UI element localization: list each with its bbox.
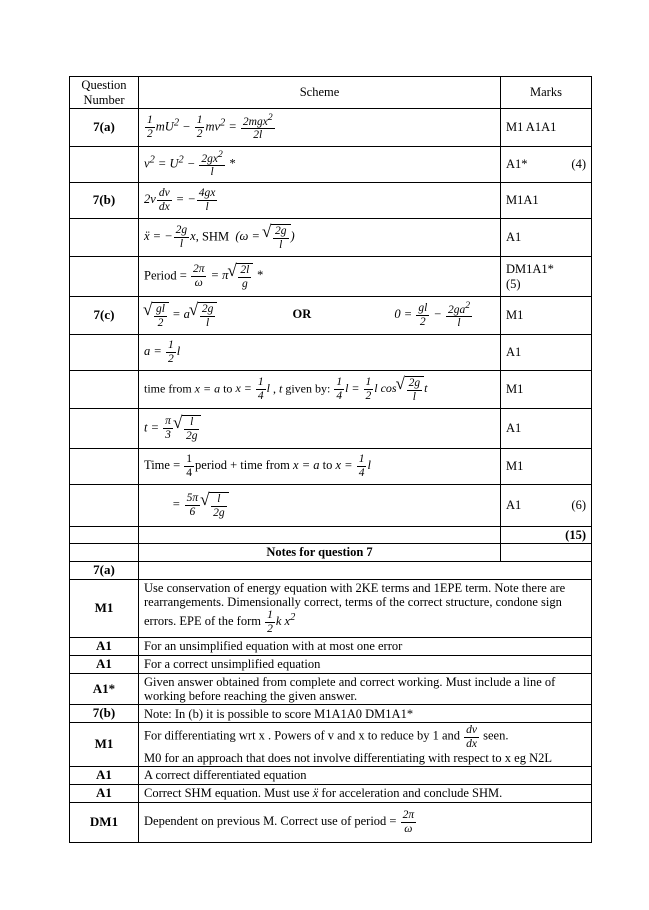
note-text: A correct differentiated equation [139,766,592,784]
shm-label: SHM [201,229,230,244]
time-from-label: time from [144,381,192,396]
note-row [70,784,592,802]
note-text-content: For differentiating wrt x . Powers of v and x to reduce by 1 and [144,728,461,743]
note-text: For a correct unsimplified equation [139,655,592,673]
question-number: 7(c) [70,297,139,335]
scheme-equation: √ $\frac{gl}{2}$ = a √ $\frac{2g}{l}$ OR 0 = $\frac{gl}{2}$ − $\frac{2ga^2}{l}$ [139,297,501,335]
note-label: A1* [70,673,139,705]
question-number [70,409,139,449]
scheme-equation: = $\frac{5\pi}{6}$ √ $\frac{l}{2g}$ [139,485,501,527]
question-number [70,485,139,527]
note-row [70,561,592,579]
period-time-label: period + time from [195,458,290,473]
note-row [70,766,592,784]
table-row [70,371,592,409]
question-number [70,257,139,297]
note-label: A1 [70,655,139,673]
marks-cell: A1 [501,335,592,371]
note-label: A1 [70,784,139,802]
table-row [70,335,592,371]
question-number [70,147,139,183]
marks-cell: M1A1 [501,183,592,219]
note-text-content: for acceleration and conclude SHM. [321,786,503,801]
table-row [70,409,592,449]
note-row [70,705,592,723]
note-text-content: seen. [483,728,509,743]
scheme-equation: $\frac{1}{2}$ $mU^2$ − $\frac{1}{2}$ $mv^2$ = $\frac{2mgx^2}{2l}$ [139,109,501,147]
scheme-equation: 2v $\frac{dv}{dx}$ = − $\frac{4gx}{l}$ [139,183,501,219]
to-label: to [223,381,233,396]
marks-cell [501,257,592,297]
scheme-equation: Time = $\frac{1}{4}$ period + time from x = a to x = $\frac{1}{4}$ l [139,449,501,485]
total-marks: (15) [501,527,592,544]
mark-subtotal: (6) [571,498,586,513]
table-row [70,109,592,147]
note-text: Use conservation of energy equation with 2KE terms and 1EPE term. Note there are rearrangements. Dimensionally correct, terms of the correct structure, condone sign errors. EPE of the form $\frac{1}{2}$ k $x^2$ [139,579,592,637]
mark-subtotal: (5) [506,276,521,291]
note-row [70,655,592,673]
table-row [70,297,592,335]
note-text: For differentiating wrt x . Powers of v and x to reduce by 1 and $\frac{dv}{dx}$ seen. M0 for an approach that does not involve differentiating with respect to x eg N2L [139,723,592,767]
time-label: Time [144,458,170,473]
note-label: A1 [70,766,139,784]
given-by-label: given by: [285,381,331,396]
marks-cell: M1 A1A1 [501,109,592,147]
note-row [70,579,592,637]
note-text-content: Use conservation of energy equation with 2KE terms and 1EPE term. Note there are rearrangements. Dimensionally correct, terms of the correct structure, condone sign errors. EPE of the form [144,580,566,629]
note-label: 7(a) [70,561,139,579]
question-number [70,335,139,371]
scheme-equation: t = $\frac{\pi}{3}$ √ $\frac{l}{2g}$ [139,409,501,449]
note-label: A1 [70,637,139,655]
note-row [70,723,592,767]
note-text: Correct SHM equation. Must use ẍ for acceleration and conclude SHM. [139,784,592,802]
mark: DM1A1* [506,262,554,277]
mark: A1 [506,498,522,513]
marks-cell: A1 [501,409,592,449]
question-number [70,371,139,409]
marks-cell [501,485,592,527]
period-label: Period = [144,268,187,283]
header-question-number: Question Number [70,77,139,109]
table-row [70,257,592,297]
table-row [70,183,592,219]
note-row [70,802,592,842]
table-row [70,147,592,183]
note-label: 7(b) [70,705,139,723]
marks-cell: M1 [501,297,592,335]
table-row [70,219,592,257]
scheme-equation: $v^2 = U^2$ − $\frac{2gx^2}{l}$ * [139,147,501,183]
note-text: Dependent on previous M. Correct use of period = $\frac{2\pi}{\omega}$ [139,802,592,842]
note-text [139,561,592,579]
marks-cell: M1 [501,449,592,485]
total-row [70,527,592,544]
scheme-equation: Period = $\frac{2\pi}{\omega}$ = π √ $\frac{2l}{g}$ * [139,257,501,297]
notes-title-row [70,544,592,561]
note-row [70,673,592,705]
question-number [70,449,139,485]
scheme-equation: a = $\frac{1}{2}$ l [139,335,501,371]
header-marks: Marks [501,77,592,109]
or-label: OR [292,307,312,322]
note-text-content: M0 for an approach that does not involve differentiating with respect to x eg N2L [144,750,552,765]
empty-cell [139,527,501,544]
header-scheme: Scheme [139,77,501,109]
note-text: Given answer obtained from complete and correct working. Must include a line of working before reaching the given answer. [139,673,592,705]
note-row [70,637,592,655]
mark-scheme-table [69,76,592,843]
notes-title: Notes for question 7 [139,544,501,561]
scheme-equation: ẍ = − $\frac{2g}{l}$ x, SHM (ω = √ $\frac{2g}{l}$ ) [139,219,501,257]
empty-cell [70,544,139,561]
note-text: Note: In (b) it is possible to score M1A1A0 DM1A1* [139,705,592,723]
marks-cell: M1 [501,371,592,409]
table-row [70,485,592,527]
note-label: DM1 [70,802,139,842]
scheme-equation: time from x = a to x = $\frac{1}{4}$ l , t given by: $\frac{1}{4}$ l = $\frac{1}{2}$ l cos √ $\frac{2g}{l}$ t [139,371,501,409]
table-row [70,449,592,485]
mark-subtotal: (4) [571,157,586,172]
header-row [70,77,592,109]
mark: A1* [506,157,528,172]
note-text-content: Dependent on previous M. Correct use of period = [144,814,397,829]
question-number: 7(b) [70,183,139,219]
note-label: M1 [70,579,139,637]
marks-cell: A1 [501,219,592,257]
question-number [70,219,139,257]
to-label: to [322,458,333,473]
note-text-content: Correct SHM equation. Must use [144,786,310,801]
question-number: 7(a) [70,109,139,147]
note-label: M1 [70,723,139,767]
marks-cell [501,147,592,183]
empty-cell [70,527,139,544]
note-text: For an unsimplified equation with at most one error [139,637,592,655]
empty-cell [501,544,592,561]
